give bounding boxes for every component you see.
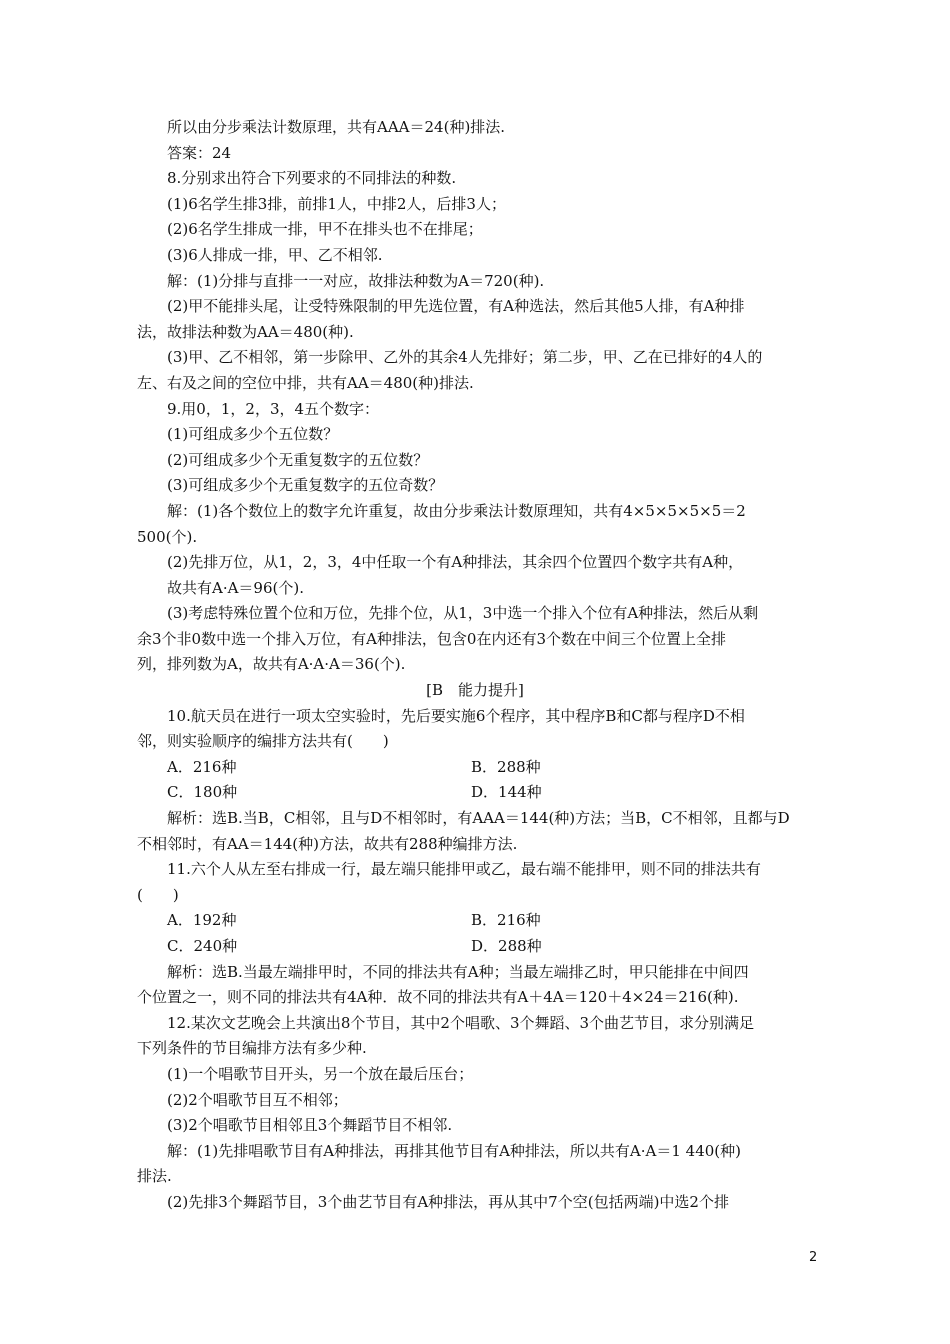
answer-options-row bbox=[137, 780, 813, 806]
text-line: 余3个非0数中选一个排入万位，有A种排法，包含0在内还有3个数在中间三个位置上全排 bbox=[137, 629, 727, 648]
answer-option: B．288种 bbox=[471, 757, 541, 776]
text-line: 8.分别求出符合下列要求的不同排法的种数. bbox=[167, 169, 457, 188]
text-line: 解：(1)先排唱歌节目有A种排法，再排其他节目有A种排法，所以共有A·A＝1 440(种) bbox=[167, 1141, 741, 1160]
text-line: (1)6名学生排3排，前排1人，中排2人，后排3人； bbox=[167, 194, 506, 213]
text-line: (3)2个唱歌节目相邻且3个舞蹈节目不相邻. bbox=[167, 1116, 453, 1135]
text-line: 解析：选B.当最左端排甲时，不同的排法共有A种；当最左端排乙时，甲只能排在中间四 bbox=[167, 962, 749, 981]
text-line: 排法. bbox=[137, 1167, 172, 1186]
text-line: 解：(1)各个数位上的数字允许重复，故由分步乘法计数原理知，共有4×5×5×5×5＝2 bbox=[167, 501, 746, 520]
text-line: 个位置之一，则不同的排法共有4A种．故不同的排法共有A＋4A＝120＋4×24＝216(种). bbox=[137, 988, 739, 1007]
text-line: 所以由分步乘法计数原理，共有AAA＝24(种)排法. bbox=[167, 118, 506, 136]
text-line: 答案：24 bbox=[167, 143, 232, 162]
answer-option: D．288种 bbox=[471, 937, 542, 955]
answer-options-row bbox=[137, 934, 813, 960]
text-line: (1)一个唱歌节目开头，另一个放在最后压台； bbox=[167, 1064, 474, 1083]
text-line: (3)考虑特殊位置个位和万位，先排个位，从1，3中选一个排入个位有A种排法，然后从剩 bbox=[167, 604, 759, 623]
text-line: 500(个). bbox=[137, 527, 198, 546]
text-line: 邻，则实验顺序的编排方法共有( ) bbox=[137, 732, 389, 751]
text-line: 解：(1)分排与直排一一对应，故排法种数为A＝720(种). bbox=[167, 271, 545, 290]
answer-options-row bbox=[137, 755, 813, 781]
text-line: 下列条件的节目编排方法有多少种. bbox=[137, 1039, 367, 1058]
text-line: (2)可组成多少个无重复数字的五位数？ bbox=[167, 450, 429, 469]
text-line: (2)先排万位，从1，2，3，4中任取一个有A种排法，其余四个位置四个数字共有A种， bbox=[167, 553, 744, 572]
answer-option: C．240种 bbox=[167, 937, 238, 955]
text-line: (1)可组成多少个五位数？ bbox=[167, 425, 339, 444]
text-line: 法，故排法种数为AA＝480(种). bbox=[137, 322, 354, 341]
text-line: 不相邻时，有AA＝144(种)方法，故共有288种编排方法. bbox=[137, 834, 518, 853]
text-line: (3)甲、乙不相邻，第一步除甲、乙外的其余4人先排好；第二步，甲、乙在已排好的4人的 bbox=[167, 348, 763, 367]
text-line: 11.六个人从左至右排成一行，最左端只能排甲或乙，最右端不能排甲，则不同的排法共有 bbox=[167, 860, 761, 879]
text-line: 故共有A·A＝96(个). bbox=[167, 578, 304, 597]
section-heading: [B 能力提升] bbox=[426, 681, 524, 700]
answer-option: A．216种 bbox=[167, 757, 237, 776]
text-line: ( ) bbox=[137, 885, 179, 904]
text-line: 12.某次文艺晚会上共演出8个节目，其中2个唱歌、3个舞蹈、3个曲艺节目，求分别满足 bbox=[167, 1013, 755, 1032]
text-line: (2)2个唱歌节目互不相邻； bbox=[167, 1090, 348, 1109]
answer-option: A．192种 bbox=[167, 911, 237, 930]
text-line: (2)先排3个舞蹈节目，3个曲艺节目有A种排法，再从其中7个空(包括两端)中选2个排 bbox=[167, 1192, 729, 1211]
answer-option: C．180种 bbox=[167, 783, 238, 802]
answer-option: D．144种 bbox=[471, 783, 542, 802]
text-line: 左、右及之间的空位中排，共有AA＝480(种)排法. bbox=[137, 373, 474, 392]
text-line: 解析：选B.当B，C相邻，且与D不相邻时，有AAA＝144(种)方法；当B，C不相邻，且都与D bbox=[167, 809, 790, 828]
page-number: 2 bbox=[809, 1250, 818, 1265]
document-body bbox=[137, 115, 813, 1216]
answer-options-row bbox=[137, 908, 813, 934]
text-line: 10.航天员在进行一项太空实验时，先后要实施6个程序，其中程序B和C都与程序D不相 bbox=[167, 706, 745, 725]
text-line: (3)6人排成一排，甲、乙不相邻. bbox=[167, 245, 383, 264]
text-line: 9.用0，1，2，3，4五个数字： bbox=[167, 399, 380, 418]
text-line: (3)可组成多少个无重复数字的五位奇数？ bbox=[167, 476, 444, 495]
answer-option: B．216种 bbox=[471, 911, 541, 930]
text-line: (2)甲不能排头尾，让受特殊限制的甲先选位置，有A种选法，然后其他5人排，有A种排 bbox=[167, 297, 745, 316]
text-line: (2)6名学生排成一排，甲不在排头也不在排尾； bbox=[167, 220, 483, 239]
text-line: 列，排列数为A，故共有A·A·A＝36(个). bbox=[137, 655, 406, 674]
